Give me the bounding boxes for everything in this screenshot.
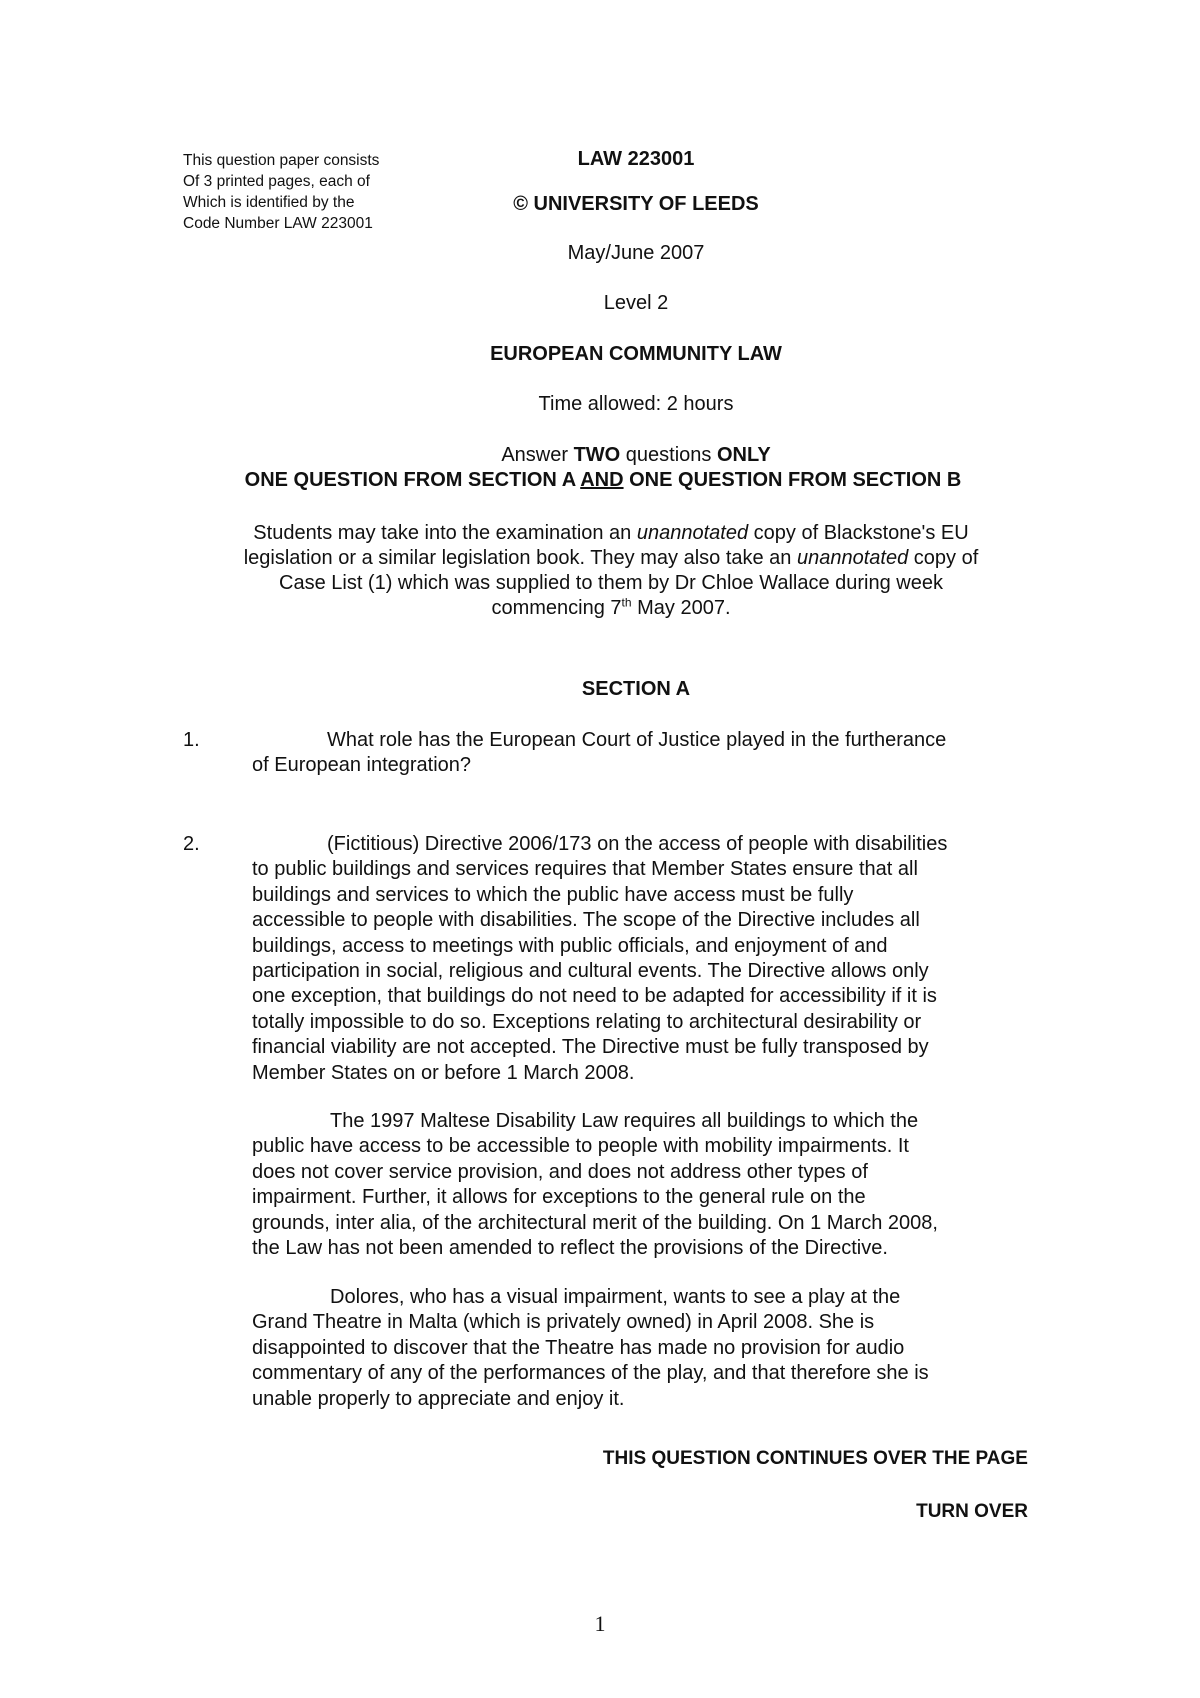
question-line: unable properly to appreciate and enjoy it.	[252, 1387, 625, 1410]
question-line: Grand Theatre in Malta (which is privately owned) in April 2008. She is	[252, 1311, 875, 1334]
question-line: grounds, inter alia, of the architectural merit of the building. On 1 March 2008,	[252, 1211, 938, 1234]
question-line: The 1997 Maltese Disability Law requires all buildings to which the	[330, 1110, 919, 1132]
question-line: impairment. Further, it allows for exceptions to the general rule on the	[252, 1186, 866, 1209]
question-line: Member States on or before 1 March 2008.	[252, 1061, 635, 1084]
question-line: commentary of any of the performances of the play, and that therefore she is	[252, 1362, 929, 1385]
question-line: the Law has not been amended to reflect the provisions of the Directive.	[252, 1237, 888, 1260]
question-line: disappointed to discover that the Theatre has made no provision for audio	[252, 1336, 905, 1359]
notice-text: commencing 7	[491, 597, 622, 619]
paper-info-line: Code Number LAW 223001	[183, 215, 373, 232]
exam-session: May/June 2007	[567, 242, 705, 264]
question-line: financial viability are not accepted. The Directive must be fully transposed by	[252, 1036, 929, 1059]
answer-text: questions	[620, 444, 717, 466]
question-line: does not cover service provision, and does not address other types of	[252, 1160, 868, 1183]
exam-level: Level 2	[603, 292, 669, 314]
notice-text: Students may take into the examination an	[253, 522, 637, 544]
paper-code: LAW 223001	[577, 148, 695, 170]
time-allowed: Time allowed: 2 hours	[538, 393, 734, 415]
paper-info-line: Of 3 printed pages, each of	[183, 173, 370, 190]
section-requirement	[193, 467, 1013, 493]
question-line: buildings, access to meetings with public officials, and enjoyment of and	[252, 934, 888, 957]
university-name: © UNIVERSITY OF LEEDS	[513, 193, 759, 215]
question-line: of European integration?	[252, 754, 472, 777]
turn-over-notice: TURN OVER	[916, 1501, 1028, 1522]
notice-text: copy of Blackstone's EU	[748, 522, 969, 544]
question-line: public have access to be accessible to people with mobility impairments. It	[252, 1135, 909, 1158]
requirement-and: AND	[580, 469, 624, 491]
notice-line	[196, 596, 1026, 621]
notice-line	[196, 546, 1026, 571]
paper-info-line: Which is identified by the	[183, 194, 355, 211]
answer-instruction	[336, 442, 936, 468]
notice-text: copy of	[908, 547, 979, 569]
question-2-para-1	[252, 832, 1042, 1086]
requirement-text: ONE QUESTION FROM SECTION B	[623, 469, 962, 491]
requirement-text: ONE QUESTION FROM SECTION A	[244, 469, 581, 491]
question-line: to public buildings and services requires that Member States ensure that all	[252, 858, 918, 881]
materials-notice	[196, 521, 1026, 621]
question-2-para-2	[252, 1109, 1042, 1261]
question-line: buildings and services to which the public have access must be fully	[252, 883, 854, 906]
question-2-para-3	[252, 1285, 1042, 1412]
answer-only: ONLY	[716, 444, 771, 466]
paper-info-line: This question paper consists	[183, 152, 380, 169]
page-number: 1	[594, 1611, 606, 1636]
question-line: (Fictitious) Directive 2006/173 on the access of people with disabilities	[327, 833, 948, 855]
notice-line	[196, 521, 1026, 546]
notice-superscript: th	[621, 595, 632, 610]
section-a-title: SECTION A	[581, 678, 691, 700]
answer-count: TWO	[573, 444, 621, 466]
notice-emphasis: unannotated	[796, 547, 909, 569]
question-line: totally impossible to do so. Exceptions relating to architectural desirability or	[252, 1010, 922, 1033]
notice-text: May 2007.	[631, 597, 731, 619]
notice-line: Case List (1) which was supplied to them by Dr Chloe Wallace during week	[279, 572, 943, 594]
question-1-number: 1.	[183, 729, 200, 751]
continues-notice: THIS QUESTION CONTINUES OVER THE PAGE	[602, 1448, 1028, 1469]
question-1-text	[252, 728, 1042, 779]
question-line: one exception, that buildings do not need to be adapted for accessibility if it is	[252, 985, 937, 1008]
notice-text: legislation or a similar legislation book. They may also take an	[243, 547, 797, 569]
notice-emphasis: unannotated	[636, 522, 749, 544]
question-line: accessible to people with disabilities. The scope of the Directive includes all	[252, 909, 920, 932]
answer-text: Answer	[501, 444, 574, 466]
question-line: What role has the European Court of Justice played in the furtherance	[327, 729, 947, 751]
course-title: EUROPEAN COMMUNITY LAW	[490, 343, 782, 365]
question-line: Dolores, who has a visual impairment, wants to see a play at the	[330, 1286, 901, 1308]
question-line: participation in social, religious and cultural events. The Directive allows only	[252, 960, 929, 983]
question-2-number: 2.	[183, 833, 200, 855]
